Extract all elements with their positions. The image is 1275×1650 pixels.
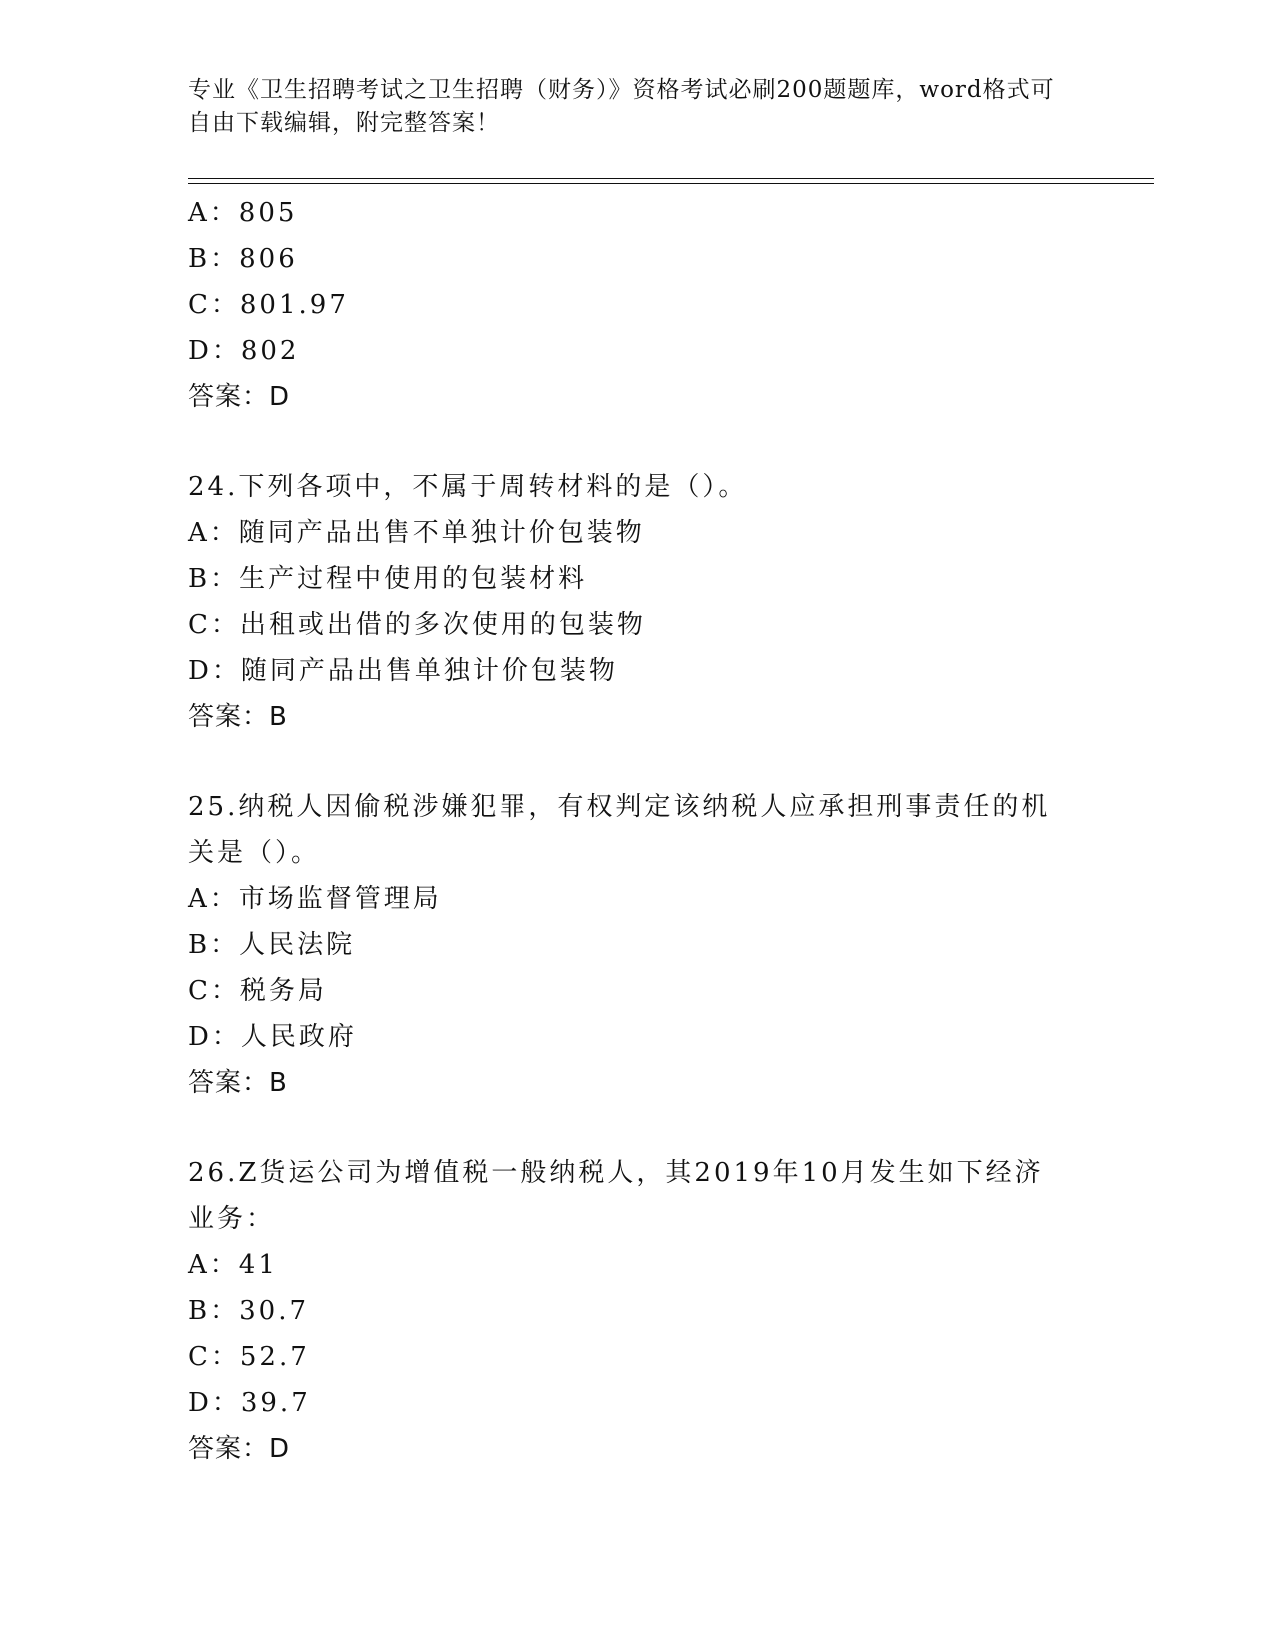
option-b: B：30.7 xyxy=(188,1296,309,1326)
option-d: D：人民政府 xyxy=(188,1022,357,1052)
header-rule-bottom xyxy=(188,183,1154,184)
question-list xyxy=(188,190,1088,1472)
spacer xyxy=(188,1106,1088,1150)
spacer xyxy=(188,420,1088,464)
question-stem: 24.下列各项中，不属于周转材料的是（）。 xyxy=(188,472,748,502)
answer: 答案：D xyxy=(188,382,291,412)
header-rule-top xyxy=(188,178,1154,179)
option-d: D：随同产品出售单独计价包装物 xyxy=(188,656,618,686)
option-c: C：出租或出借的多次使用的包装物 xyxy=(188,610,646,640)
option-d: D：39.7 xyxy=(188,1388,311,1418)
answer: 答案：B xyxy=(188,1068,288,1098)
question-25 xyxy=(188,784,1088,1106)
document-header xyxy=(188,74,1068,140)
option-a: A：41 xyxy=(188,1250,278,1280)
question-stem: 25.纳税人因偷税涉嫌犯罪，有权判定该纳税人应承担刑事责任的机关是（）。 xyxy=(188,792,1051,868)
option-c: C：801.97 xyxy=(188,290,349,320)
header-title: 专业《卫生招聘考试之卫生招聘（财务）》资格考试必刷200题题库，word格式可自由下载编辑，附完整答案！ xyxy=(188,77,1055,136)
option-a: A：随同产品出售不单独计价包装物 xyxy=(188,518,645,548)
answer: 答案：D xyxy=(188,1434,291,1464)
option-b: B：人民法院 xyxy=(188,930,356,960)
option-c: C：52.7 xyxy=(188,1342,310,1372)
option-d: D：802 xyxy=(188,336,300,366)
option-b: B：生产过程中使用的包装材料 xyxy=(188,564,588,594)
answer: 答案：B xyxy=(188,702,288,732)
option-a: A：市场监督管理局 xyxy=(188,884,442,914)
question-24 xyxy=(188,464,1088,740)
option-c: C：税务局 xyxy=(188,976,327,1006)
question-26 xyxy=(188,1150,1088,1472)
question-23 xyxy=(188,190,1088,420)
option-b: B：806 xyxy=(188,244,298,274)
option-a: A：805 xyxy=(188,198,298,228)
question-stem: 26.Z货运公司为增值税一般纳税人，其2019年10月发生如下经济业务： xyxy=(188,1158,1044,1234)
spacer xyxy=(188,740,1088,784)
